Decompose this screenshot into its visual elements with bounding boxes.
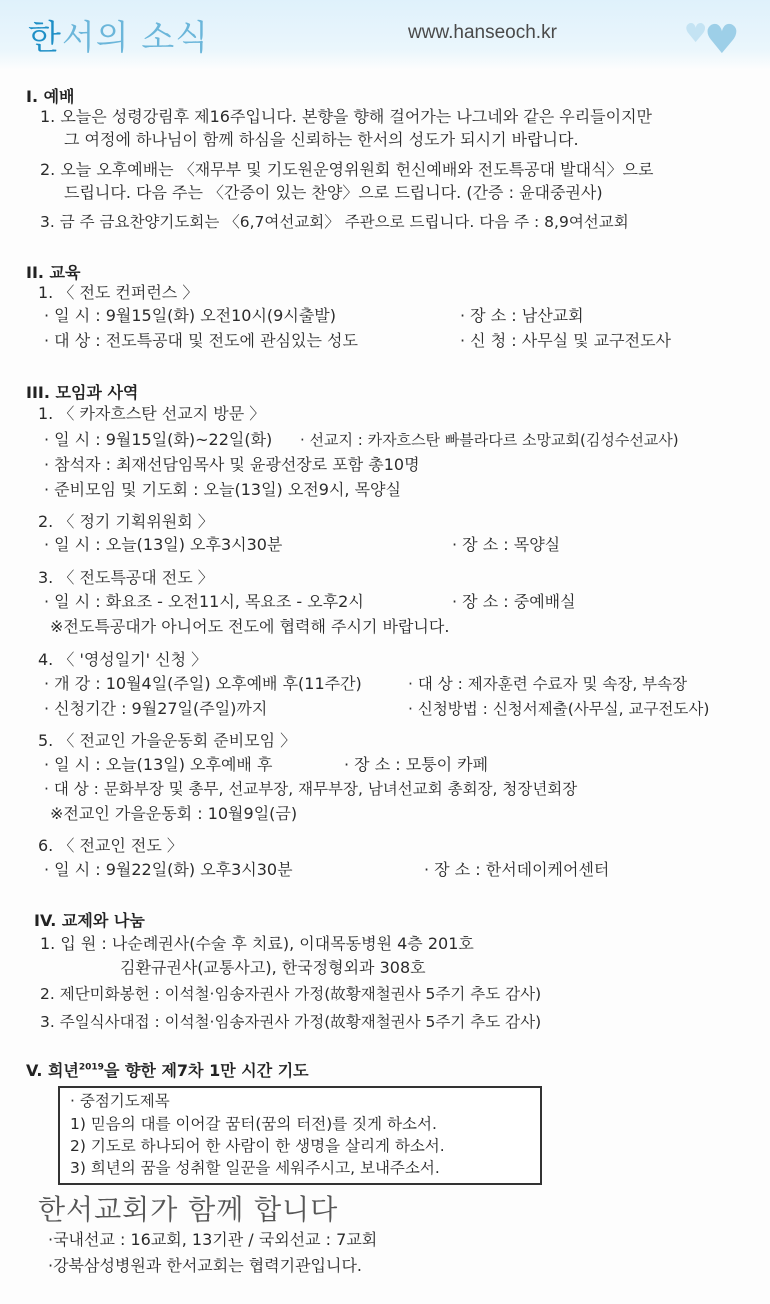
text-line: 2. 제단미화봉헌 : 이석철·임송자권사 가정(故황재철권사 5주기 추도 감사) [40, 985, 542, 1003]
detail-line: · 신청방법 : 신청서제출(사무실, 교구전도사) [408, 700, 710, 718]
detail-line: · 대 상 : 제자훈련 수료자 및 속장, 부속장 [408, 675, 688, 693]
detail-line: · 일 시 : 오늘(13일) 오후3시30분 [44, 535, 283, 554]
text-line: 그 여정에 하나님이 함께 하심을 신뢰하는 한서의 성도가 되시기 바랍니다. [64, 130, 579, 149]
heart-icon: ♥ [684, 19, 708, 49]
note-line: ※전교인 가을운동회 : 10월9일(금) [50, 804, 298, 823]
box-heading: · 중점기도제목 [70, 1092, 170, 1110]
footer-line: ·강북삼성병원과 한서교회는 협력기관입니다. [48, 1256, 363, 1275]
prayer-item: 3) 희년의 꿈을 성취할 일꾼을 세워주시고, 보내주소서. [70, 1159, 440, 1177]
section-title-education: II. 교육 [26, 263, 81, 282]
footer-title: 한서교회가 함께 합니다 [38, 1193, 339, 1226]
heart-icon: ♥ [704, 17, 740, 63]
detail-line: · 신청기간 : 9월27일(주일)까지 [44, 699, 268, 718]
detail-line: · 장 소 : 모퉁이 카페 [344, 755, 489, 774]
item-heading: 1. 〈 카자흐스탄 선교지 방문 〉 [38, 404, 266, 423]
item-heading: 2. 〈 정기 기획위원회 〉 [38, 512, 214, 531]
item-heading: 4. 〈 '영성일기' 신청 〉 [38, 650, 208, 669]
text-line: 드립니다. 다음 주는 〈간증이 있는 찬양〉으로 드립니다. (간증 : 윤대중권사) [64, 183, 603, 202]
text-line: 1. 입 원 : 나순례권사(수술 후 치료), 이대목동병원 4층 201호 [40, 934, 474, 953]
detail-line: · 일 시 : 오늘(13일) 오후예배 후 [44, 755, 273, 774]
prayer-title-pre: V. 희년 [26, 1061, 79, 1080]
detail-line: · 장 소 : 한서데이케어센터 [424, 860, 610, 879]
detail-line: · 장 소 : 남산교회 [460, 306, 584, 325]
text-line: 김환규권사(교통사고), 한국정형외과 308호 [120, 958, 426, 977]
website-url[interactable]: www.hanseoch.kr [408, 22, 557, 43]
footer-line: ·국내선교 : 16교회, 13기관 / 국외선교 : 7교회 [48, 1230, 378, 1249]
detail-line: · 장 소 : 중예배실 [452, 592, 576, 611]
text-line: 3. 주일식사대접 : 이석철·임송자권사 가정(故황재철권사 5주기 추도 감사) [40, 1013, 542, 1031]
detail-line: · 선교지 : 카자흐스탄 빠블라다르 소망교회(김성수선교사) [300, 431, 679, 449]
note-line: ※전도특공대가 아니어도 전도에 협력해 주시기 바랍니다. [50, 617, 450, 636]
detail-line: · 장 소 : 목양실 [452, 535, 561, 554]
prayer-item: 2) 기도로 하나되어 한 사람이 한 생명을 살리게 하소서. [70, 1137, 445, 1155]
brand-title-accent: 한 [28, 18, 62, 58]
detail-line: · 신 청 : 사무실 및 교구전도사 [460, 331, 672, 350]
detail-line: · 개 강 : 10월4일(주일) 오후예배 후(11주간) [44, 674, 362, 693]
item-heading: 6. 〈 전교인 전도 〉 [38, 836, 183, 855]
detail-line: · 대 상 : 문화부장 및 총무, 선교부장, 재무부장, 남녀선교회 총회장, 청장년회장 [44, 780, 578, 798]
text-line: 2. 오늘 오후예배는 〈재무부 및 기도원운영위원회 헌신예배와 전도특공대 발대식〉으로 [40, 160, 654, 179]
section-title-prayer [26, 1058, 309, 1081]
detail-line: · 일 시 : 9월15일(화)~22일(화) [44, 430, 273, 449]
detail-line: · 일 시 : 9월15일(화) 오전10시(9시출발) [44, 306, 336, 325]
item-heading: 1. 〈 전도 컨퍼런스 〉 [38, 283, 199, 302]
detail-line: · 참석자 : 최재선담임목사 및 윤광선장로 포함 총10명 [44, 455, 420, 474]
detail-line: · 일 시 : 화요조 - 오전11시, 목요조 - 오후2시 [44, 592, 364, 611]
section-title-worship: I. 예배 [26, 87, 75, 106]
section-title-meetings: III. 모임과 사역 [26, 383, 139, 402]
prayer-title-year: 2019 [78, 1062, 104, 1073]
detail-line: · 대 상 : 전도특공대 및 전도에 관심있는 성도 [44, 331, 358, 350]
prayer-topics-box [58, 1086, 542, 1185]
text-line: 1. 오늘은 성령강림후 제16주입니다. 본향을 향해 걸어가는 나그네와 같은 우리들이지만 [40, 107, 652, 126]
prayer-title-post: 을 향한 제7차 1만 시간 기도 [103, 1061, 309, 1080]
prayer-item: 1) 믿음의 대를 이어갈 꿈터(꿈의 터전)를 짓게 하소서. [70, 1115, 437, 1133]
detail-line: · 일 시 : 9월22일(화) 오후3시30분 [44, 860, 293, 879]
brand-title-rest: 서의 소식 [61, 18, 210, 58]
text-line: 3. 금 주 금요찬양기도회는 〈6,7여선교회〉 주관으로 드립니다. 다음 주 : 8,9여선교회 [40, 213, 629, 231]
item-heading: 5. 〈 전교인 가을운동회 준비모임 〉 [38, 731, 297, 750]
item-heading: 3. 〈 전도특공대 전도 〉 [38, 568, 214, 587]
section-title-fellowship: IV. 교제와 나눔 [34, 911, 145, 930]
detail-line: · 준비모임 및 기도회 : 오늘(13일) 오전9시, 목양실 [44, 480, 401, 499]
